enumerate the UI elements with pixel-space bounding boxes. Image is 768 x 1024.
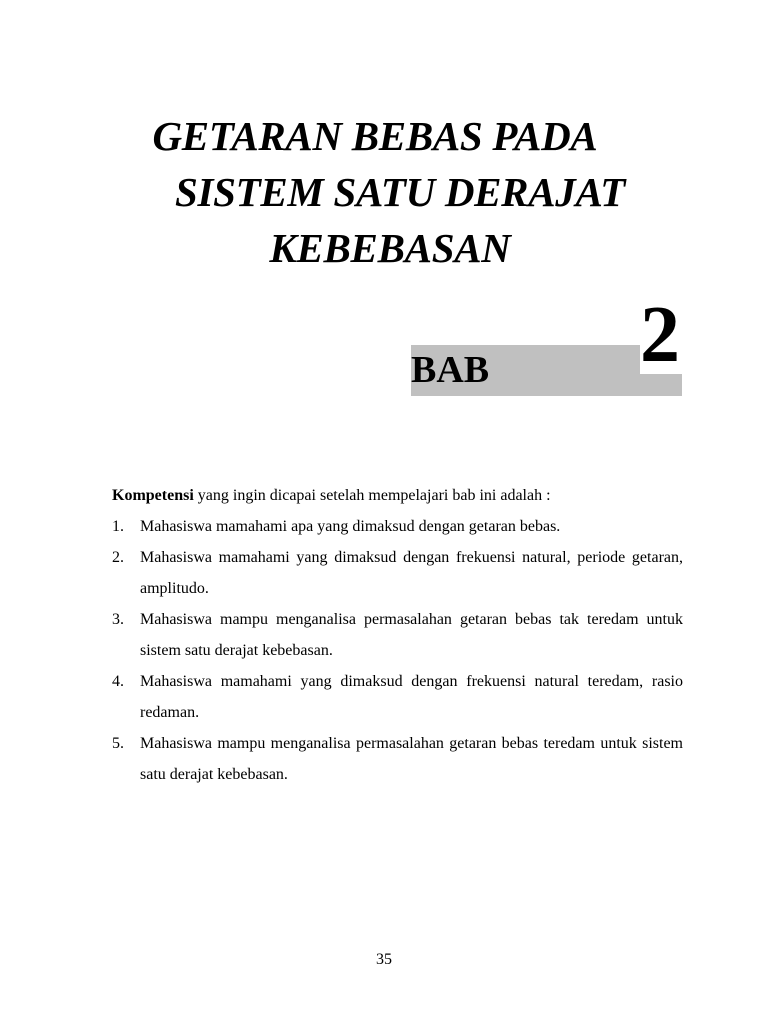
competency-intro <box>112 480 683 511</box>
chapter-title-line-3: KEBEBASAN <box>269 225 511 271</box>
competency-item-text: Mahasiswa mamahami yang dimaksud dengan frekuensi natural teredam, rasio redaman. <box>140 673 683 721</box>
chapter-title-line-1: GETARAN BEBAS PADA <box>152 113 598 159</box>
page-number: 35 <box>376 951 392 968</box>
competency-item-number: 2. <box>112 549 124 566</box>
chapter-number: 2 <box>640 291 680 379</box>
competency-intro-text: yang ingin dicapai setelah mempelajari bab ini adalah : <box>193 487 551 504</box>
competency-item-text: Mahasiswa mamahami apa yang dimaksud dengan getaran bebas. <box>140 518 561 535</box>
competency-item-4 <box>112 666 683 728</box>
chapter-title <box>100 108 680 276</box>
competency-section <box>112 480 683 790</box>
chapter-title-line-2: SISTEM SATU DERAJAT <box>174 169 626 215</box>
competency-item-5 <box>112 728 683 790</box>
competency-item-number: 4. <box>112 673 124 690</box>
competency-item-number: 3. <box>112 611 124 628</box>
competency-list <box>112 511 683 790</box>
competency-item-number: 5. <box>112 735 124 752</box>
competency-item-text: Mahasiswa mamahami yang dimaksud dengan frekuensi natural, periode getaran, amplitudo. <box>140 549 683 597</box>
competency-item-text: Mahasiswa mampu menganalisa permasalahan getaran bebas teredam untuk sistem satu derajat kebebasan. <box>140 735 683 783</box>
competency-item-text: Mahasiswa mampu menganalisa permasalahan getaran bebas tak teredam untuk sistem satu derajat kebebasan. <box>140 611 683 659</box>
competency-intro-bold: Kompetensi <box>112 487 194 504</box>
competency-item-number: 1. <box>112 518 124 535</box>
competency-item-2 <box>112 542 683 604</box>
competency-item-1 <box>112 511 683 542</box>
competency-item-3 <box>112 604 683 666</box>
chapter-label: BAB <box>411 349 490 391</box>
